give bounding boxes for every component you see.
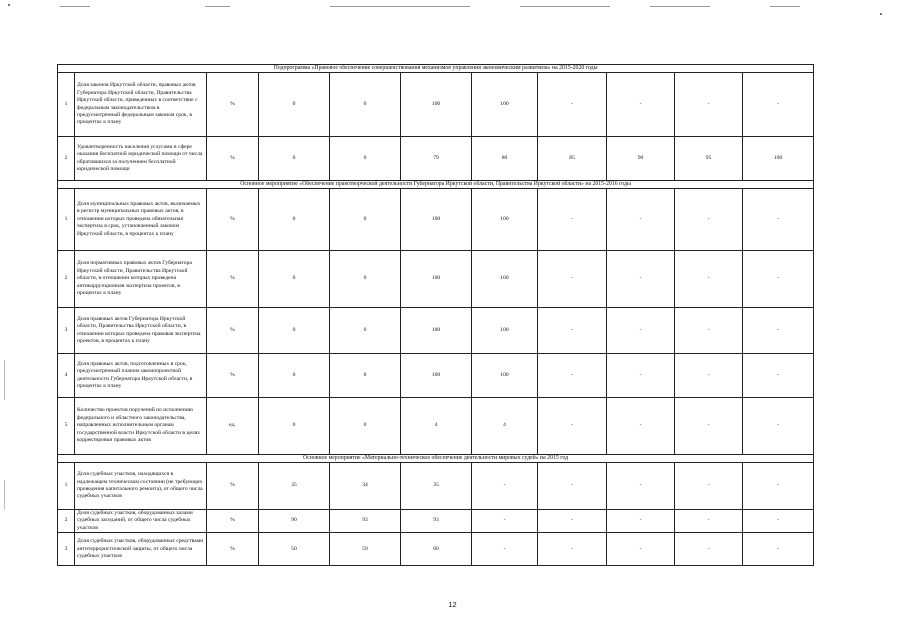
value-cell: -: [538, 73, 607, 137]
unit-cell: %: [207, 463, 259, 510]
value-cell: -: [472, 510, 538, 533]
value-cell: -: [538, 189, 607, 251]
value-cell: 0: [330, 308, 401, 354]
scan-artifact: [4, 360, 5, 400]
value-cell: -: [743, 510, 814, 533]
value-cell: -: [607, 251, 675, 308]
row-number-cell: 2: [58, 251, 75, 308]
table-row: [58, 354, 814, 398]
value-cell: -: [607, 73, 675, 137]
value-cell: -: [607, 463, 675, 510]
value-cell: -: [607, 189, 675, 251]
row-number-cell: 2: [58, 510, 75, 533]
table-row: [58, 398, 814, 455]
row-number-cell: 1: [58, 463, 75, 510]
value-cell: -: [538, 251, 607, 308]
value-cell: -: [743, 189, 814, 251]
table-row: [58, 533, 814, 566]
value-cell: 0: [259, 308, 330, 354]
value-cell: 100: [401, 354, 472, 398]
scan-artifact: [60, 6, 90, 7]
value-cell: -: [538, 533, 607, 566]
value-cell: -: [538, 510, 607, 533]
scan-artifact: [770, 6, 800, 7]
value-cell: 100: [401, 251, 472, 308]
indicator-name-cell: Доля муниципальных правовых актов, включаемых в регистр муниципальных правовых актов, в отношении которых проведена обязательная экспертиза в срок, установленный законом Иркутской области, в процентах к плану: [75, 189, 207, 251]
value-cell: 0: [330, 398, 401, 455]
section-title: Основное мероприятие «Материально-техническое обеспечение деятельности мировых судей» на 2015 год: [58, 455, 814, 463]
indicator-name-cell: Доля судебных участков, находящихся в надлежащем техническом состоянии (не требующих проведения капитального ремонта), от общего числа судебных участков: [75, 463, 207, 510]
value-cell: 85: [538, 137, 607, 181]
section-header-row: [58, 181, 814, 189]
value-cell: -: [675, 73, 743, 137]
unit-cell: %: [207, 510, 259, 533]
value-cell: -: [743, 463, 814, 510]
value-cell: -: [675, 308, 743, 354]
value-cell: 0: [330, 251, 401, 308]
indicator-name-cell: Доля законов Иркутской области, правовых актов Губернатора Иркутской области, Правительства Иркутской области, приведенных в соответствие с федеральным законодательством в предусмотренный федеральным законом срок, в процентах к плану: [75, 73, 207, 137]
value-cell: 4: [472, 398, 538, 455]
value-cell: 100: [472, 73, 538, 137]
table-row: [58, 137, 814, 181]
value-cell: 0: [330, 137, 401, 181]
indicator-name-cell: Доля правовых актов, подготовленных в срок, предусмотренный планом законопроектной деятельности Губернатора Иркутской области, в процентах к плану: [75, 354, 207, 398]
value-cell: 0: [259, 398, 330, 455]
value-cell: -: [675, 463, 743, 510]
value-cell: 93: [401, 510, 472, 533]
section-title: Подпрограмма «Правовое обеспечение совершенствования механизмов управления экономическим развитием» на 2015-2020 годы: [58, 65, 814, 73]
value-cell: 100: [401, 308, 472, 354]
value-cell: -: [538, 308, 607, 354]
value-cell: -: [607, 533, 675, 566]
value-cell: -: [607, 510, 675, 533]
value-cell: 100: [472, 308, 538, 354]
unit-cell: %: [207, 354, 259, 398]
value-cell: 0: [259, 137, 330, 181]
value-cell: 0: [330, 354, 401, 398]
value-cell: -: [675, 354, 743, 398]
table-row: [58, 251, 814, 308]
value-cell: 80: [472, 137, 538, 181]
value-cell: 60: [401, 533, 472, 566]
value-cell: 95: [675, 137, 743, 181]
value-cell: -: [538, 463, 607, 510]
section-header-row: [58, 455, 814, 463]
value-cell: -: [607, 354, 675, 398]
value-cell: 100: [401, 189, 472, 251]
table-row: [58, 510, 814, 533]
value-cell: -: [675, 510, 743, 533]
value-cell: -: [743, 354, 814, 398]
value-cell: 4: [401, 398, 472, 455]
value-cell: 35: [401, 463, 472, 510]
unit-cell: %: [207, 308, 259, 354]
indicator-name-cell: Доля правовых актов Губернатора Иркутской области, Правительства Иркутской области, в отношении которых проведена правовая экспертиза проектов, в процентах к плану: [75, 308, 207, 354]
section-header-row: [58, 65, 814, 73]
table-row: [58, 463, 814, 510]
value-cell: -: [675, 398, 743, 455]
value-cell: -: [743, 251, 814, 308]
value-cell: 0: [259, 251, 330, 308]
value-cell: 59: [330, 533, 401, 566]
value-cell: 90: [259, 510, 330, 533]
value-cell: 0: [259, 73, 330, 137]
value-cell: 100: [472, 251, 538, 308]
value-cell: 0: [330, 189, 401, 251]
page-number: 12: [448, 600, 457, 609]
table-row: [58, 308, 814, 354]
indicators-table: [57, 64, 814, 566]
unit-cell: %: [207, 533, 259, 566]
row-number-cell: 3: [58, 308, 75, 354]
value-cell: -: [743, 73, 814, 137]
indicator-name-cell: Доля судебных участков, оборудованных залами судебных заседаний, от общего числа судебных участков: [75, 510, 207, 533]
scan-artifact: [4, 480, 5, 510]
unit-cell: %: [207, 137, 259, 181]
value-cell: -: [675, 251, 743, 308]
scan-artifact: [650, 6, 710, 7]
unit-cell: ед.: [207, 398, 259, 455]
row-number-cell: 1: [58, 73, 75, 137]
value-cell: -: [538, 398, 607, 455]
value-cell: 100: [472, 189, 538, 251]
value-cell: 35: [259, 463, 330, 510]
row-number-cell: 2: [58, 137, 75, 181]
value-cell: -: [472, 463, 538, 510]
value-cell: -: [538, 354, 607, 398]
unit-cell: %: [207, 251, 259, 308]
value-cell: 0: [259, 189, 330, 251]
value-cell: -: [743, 308, 814, 354]
value-cell: -: [675, 189, 743, 251]
row-number-cell: 5: [58, 398, 75, 455]
value-cell: 34: [330, 463, 401, 510]
value-cell: 90: [607, 137, 675, 181]
indicator-name-cell: Количество проектов поручений по исполнению федерального и областного законодательства, направленных исполнительным органам государственной власти Иркутской области в целях корректировки правовых актов: [75, 398, 207, 455]
table-row: [58, 73, 814, 137]
value-cell: 50: [259, 533, 330, 566]
table-row: [58, 189, 814, 251]
value-cell: 0: [330, 73, 401, 137]
row-number-cell: 1: [58, 189, 75, 251]
scan-artifact: [8, 4, 10, 6]
section-title: Основное мероприятие «Обеспечение правотворческой деятельности Губернатора Иркутской области, Правительства Иркутской области» на 2015-2016 годы: [58, 181, 814, 189]
value-cell: 100: [401, 73, 472, 137]
value-cell: 100: [472, 354, 538, 398]
value-cell: 100: [743, 137, 814, 181]
unit-cell: %: [207, 73, 259, 137]
unit-cell: %: [207, 189, 259, 251]
value-cell: -: [472, 533, 538, 566]
value-cell: -: [607, 398, 675, 455]
indicator-name-cell: Доля судебных участков, оборудованных средствами антитеррористической защиты, от общего числа судебных участков: [75, 533, 207, 566]
scan-artifact: [330, 6, 470, 7]
indicator-name-cell: Удовлетворенность населения услугами в сфере оказания бесплатной юридической помощи от числа обратившихся за получением бесплатной юридической помощи: [75, 137, 207, 181]
value-cell: -: [743, 533, 814, 566]
row-number-cell: 4: [58, 354, 75, 398]
row-number-cell: 3: [58, 533, 75, 566]
value-cell: 79: [401, 137, 472, 181]
value-cell: 93: [330, 510, 401, 533]
value-cell: -: [743, 398, 814, 455]
value-cell: -: [675, 533, 743, 566]
scan-artifact: [205, 6, 230, 7]
value-cell: -: [607, 308, 675, 354]
scan-artifact: [880, 13, 882, 15]
value-cell: 0: [259, 354, 330, 398]
scan-artifact: [520, 6, 610, 7]
indicator-name-cell: Доля нормативных правовых актов Губернатора Иркутской области, Правительства Иркутской области, в отношении которых проведена антикоррупционная экспертиза проектов, в процентах к плану: [75, 251, 207, 308]
